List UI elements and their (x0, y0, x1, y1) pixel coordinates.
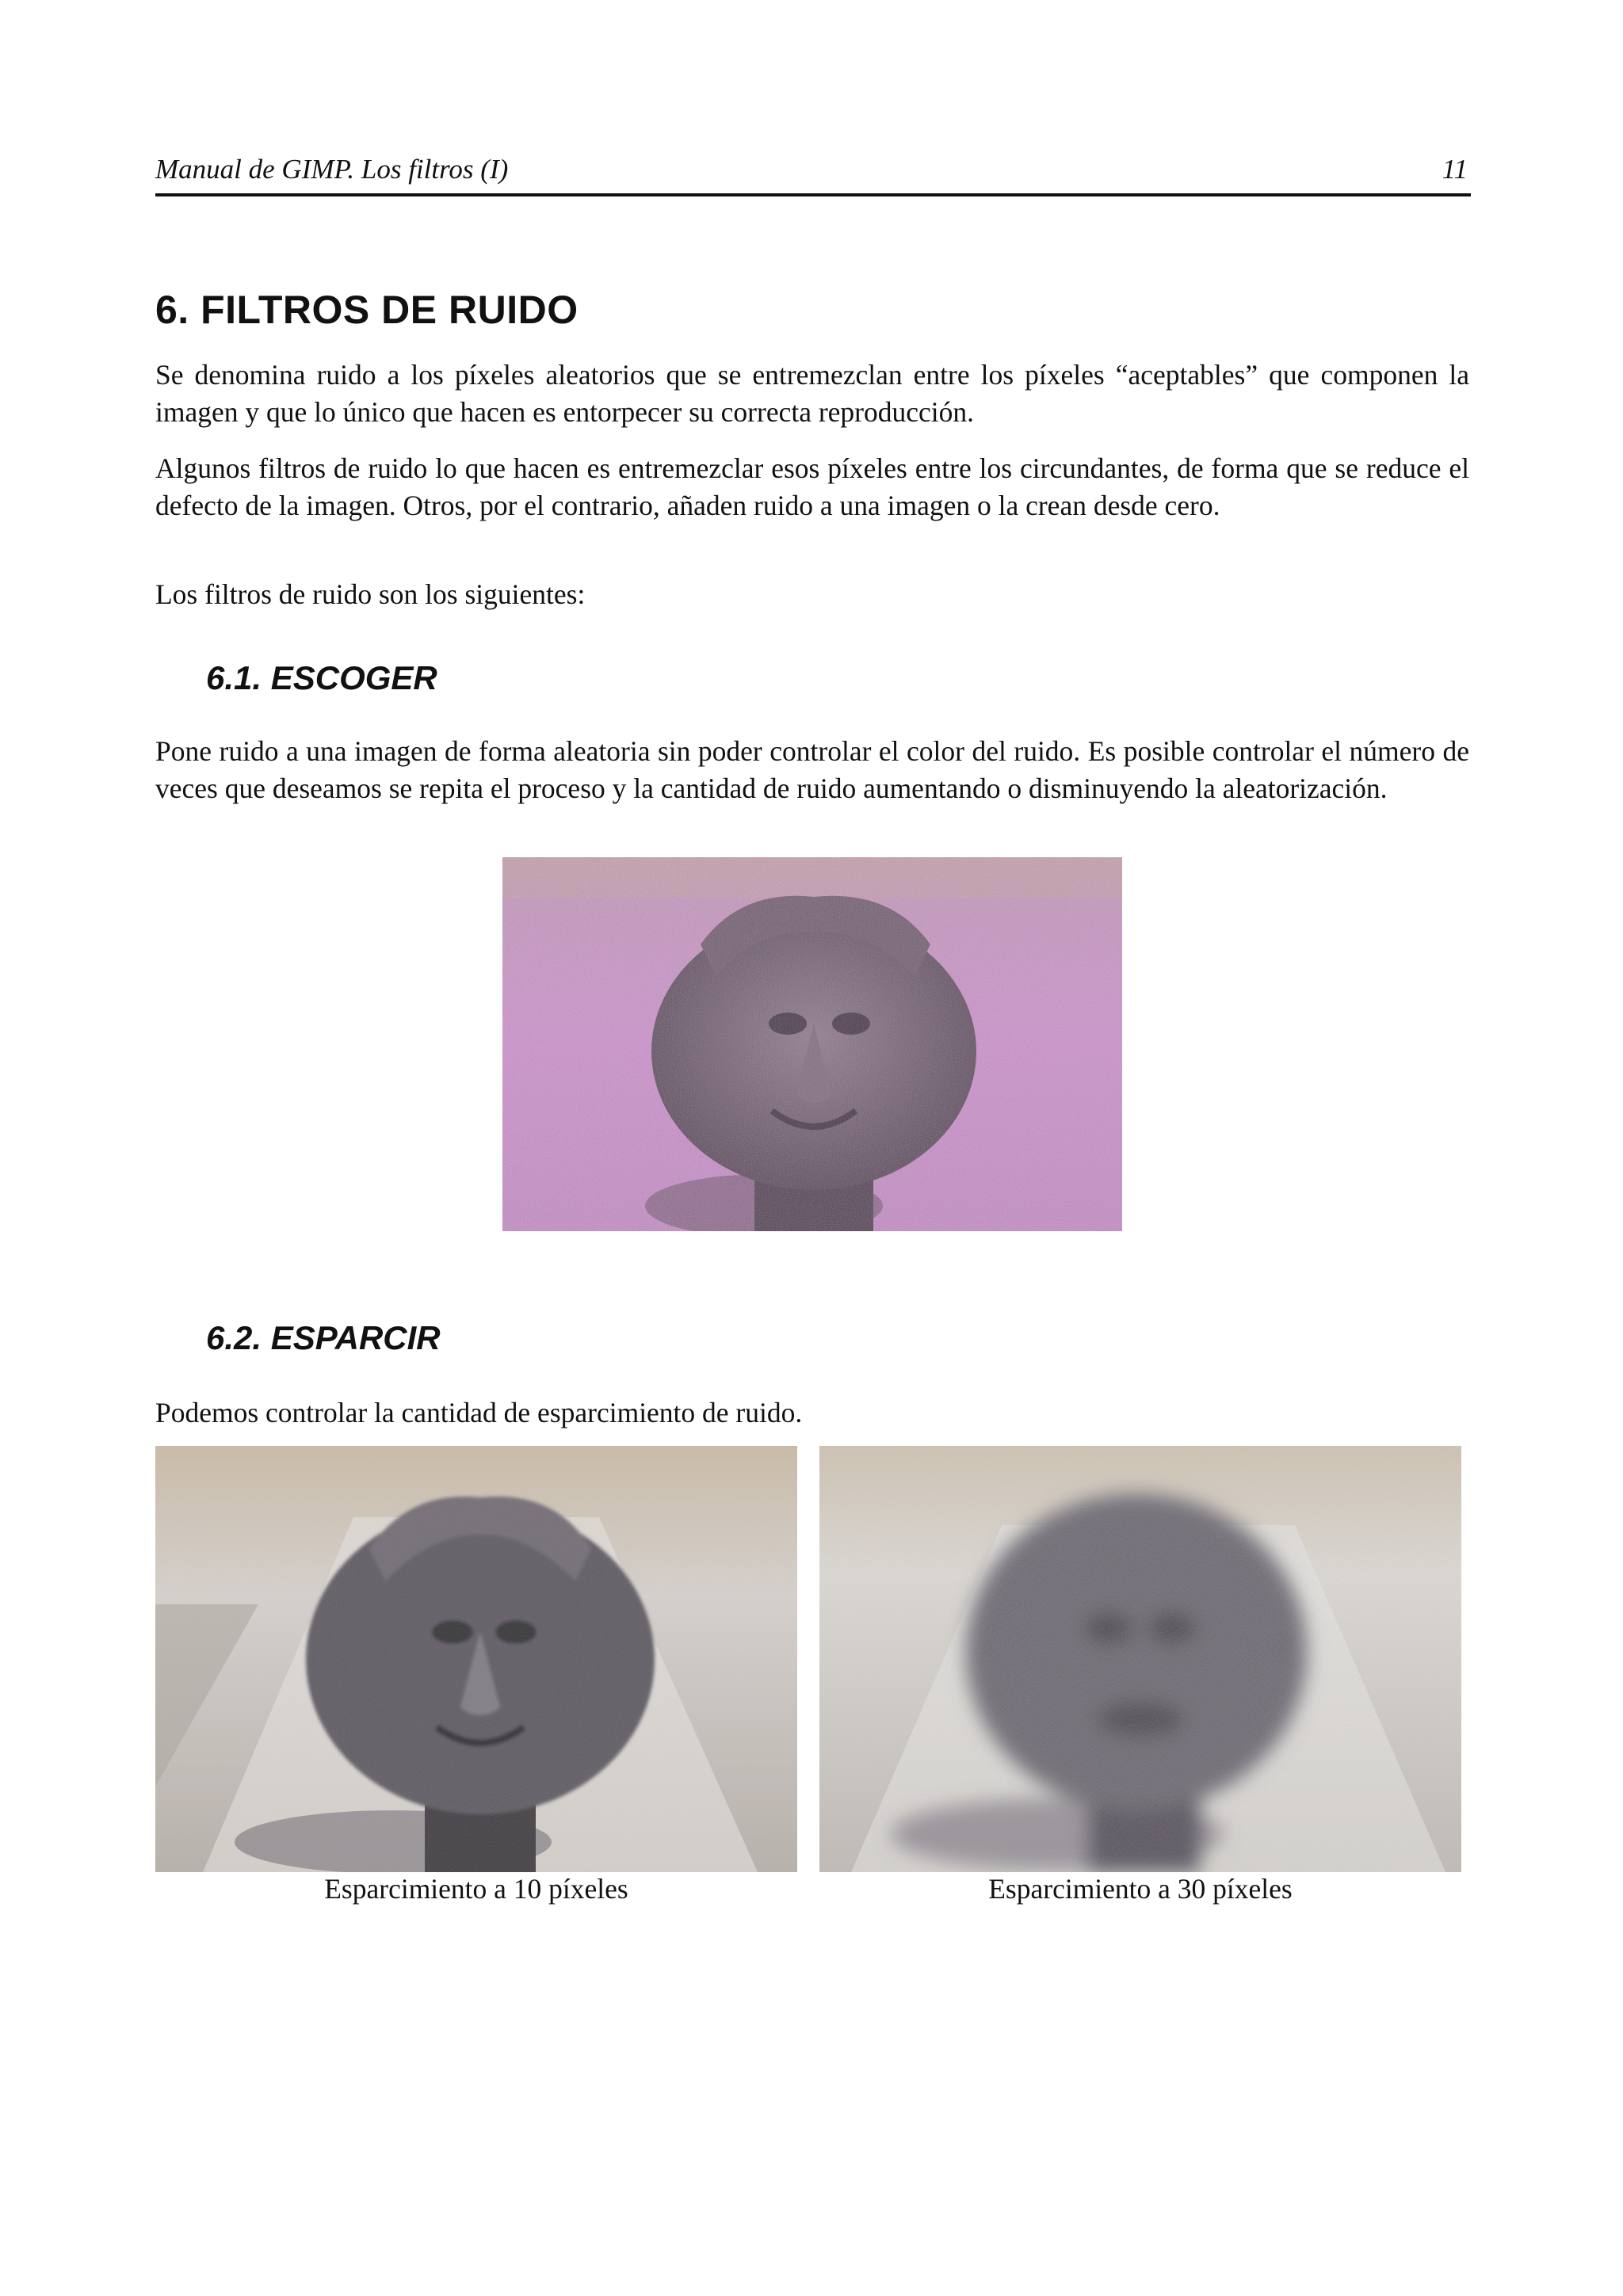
intro-paragraph-1: Se denomina ruido a los píxeles aleatorios que se entremezclan entre los píxeles “aceptables” que componen la imagen y que lo único que hacen es entorpecer su correcta reproducción. (155, 359, 1469, 428)
header-title: Manual de GIMP. Los filtros (I) (155, 154, 509, 185)
lion-spread-10-picture (155, 1446, 797, 1872)
spread-10px-image (155, 1446, 797, 1872)
spread-30px-image (819, 1446, 1461, 1872)
caption-spread-30: Esparcimiento a 30 píxeles (988, 1873, 1293, 1905)
escoger-example-image (502, 857, 1122, 1231)
caption-spread-10: Esparcimiento a 10 píxeles (324, 1873, 628, 1905)
lion-noise-picture (502, 857, 1122, 1231)
lion-spread-30-picture (819, 1446, 1461, 1872)
subsection-heading-escoger: 6.1. ESCOGER (206, 659, 437, 696)
running-header (155, 149, 1471, 196)
intro-paragraph-2: Algunos filtros de ruido lo que hacen es entremezclar esos píxeles entre los circundantes, de forma que se reduce el defecto de la imagen. Otros, por el contrario, añaden ruido a una imagen o la crean desde cero. (155, 452, 1469, 521)
page-number: 11 (1442, 154, 1468, 185)
escoger-paragraph: Pone ruido a una imagen de forma aleatoria sin poder controlar el color del ruido. Es posible controlar el número de veces que deseamos se repita el proceso y la cantidad de ruido aumentando o disminuyendo la aleatorización. (155, 735, 1469, 804)
esparcir-paragraph: Podemos controlar la cantidad de esparcimiento de ruido. (155, 1397, 803, 1428)
intro-paragraph-3: Los filtros de ruido son los siguientes: (155, 578, 586, 610)
subsection-heading-esparcir: 6.2. ESPARCIR (206, 1319, 441, 1356)
section-heading: 6. FILTROS DE RUIDO (155, 288, 579, 332)
